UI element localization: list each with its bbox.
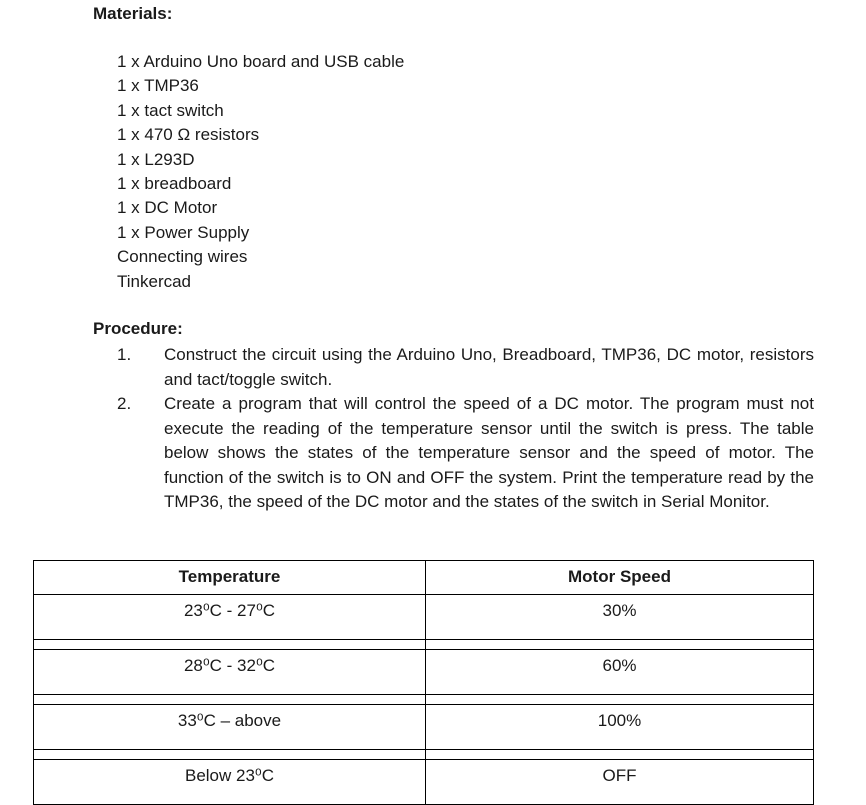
table-spacer	[34, 640, 814, 650]
material-item: 1 x L293D	[117, 149, 195, 169]
material-item: 1 x TMP36	[117, 76, 199, 96]
material-item: 1 x breadboard	[117, 173, 232, 193]
temperature-cell: 28⁰C - 32⁰C	[34, 650, 426, 695]
materials-heading: Materials:	[93, 4, 173, 23]
procedure-step	[117, 392, 814, 515]
material-item: Connecting wires	[117, 247, 248, 267]
material-item: 1 x Arduino Uno board and USB cable	[117, 52, 405, 71]
speed-cell: 60%	[426, 650, 814, 695]
step-number: 1.	[117, 345, 132, 364]
temperature-cell: 33⁰C – above	[34, 705, 426, 750]
speed-cell: OFF	[426, 760, 814, 805]
procedure-heading: Procedure:	[93, 319, 183, 338]
table-row	[34, 595, 814, 640]
step-text: Construct the circuit using the Arduino Uno, Breadboard, TMP36, DC motor, resistors and tact/toggle switch.	[164, 345, 814, 389]
table-spacer	[34, 695, 814, 705]
temperature-cell: Below 23⁰C	[34, 760, 426, 805]
table-spacer	[34, 750, 814, 760]
temperature-speed-table	[33, 560, 814, 805]
material-item: 1 x DC Motor	[117, 198, 218, 218]
procedure-step	[117, 343, 814, 392]
table-row	[34, 650, 814, 695]
procedure-list	[117, 343, 814, 515]
step-text: Create a program that will control the speed of a DC motor. The program must not execute the reading of the temperature sensor until the switch is press. The table below shows the states of the temperature sensor and the speed of motor. The function of the switch is to ON and OFF the system. Print the temperature read by the TMP36, the speed of the DC motor and the states of the switch in Serial Monitor.	[164, 394, 814, 511]
temperature-cell: 23⁰C - 27⁰C	[34, 595, 426, 640]
step-number: 2.	[117, 394, 132, 413]
table-row	[34, 760, 814, 805]
speed-cell: 100%	[426, 705, 814, 750]
materials-list	[117, 51, 404, 295]
material-item: 1 x tact switch	[117, 100, 224, 120]
table-header-row	[34, 561, 814, 595]
header-motor-speed: Motor Speed	[426, 561, 814, 595]
material-item: 1 x 470 Ω resistors	[117, 125, 260, 145]
table-row	[34, 705, 814, 750]
speed-cell: 30%	[426, 595, 814, 640]
material-item: 1 x Power Supply	[117, 222, 250, 242]
header-temperature: Temperature	[34, 561, 426, 595]
material-item: Tinkercad	[117, 271, 192, 291]
